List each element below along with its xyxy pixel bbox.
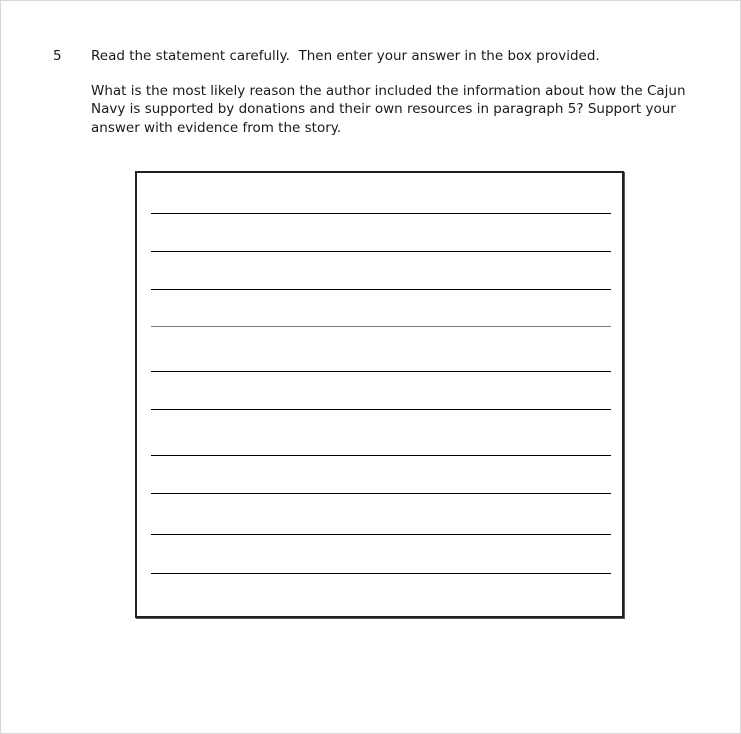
answer-lines-container	[137, 173, 622, 616]
question-number: 5	[53, 48, 62, 64]
question-prompt-text: What is the most likely reason the author included the information about how the Cajun Navy is supported by donations and their own resources in paragraph 5? Support your answer with evidence from the story.	[91, 83, 690, 136]
answer-line-4[interactable]	[151, 326, 611, 327]
answer-box[interactable]	[135, 171, 624, 618]
answer-line-8[interactable]	[151, 493, 611, 494]
question-instruction-text: Read the statement carefully. Then enter your answer in the box provided.	[91, 48, 600, 64]
answer-line-9[interactable]	[151, 534, 611, 535]
answer-line-3[interactable]	[151, 289, 611, 290]
answer-line-7[interactable]	[151, 455, 611, 456]
answer-line-1[interactable]	[151, 213, 611, 214]
answer-line-2[interactable]	[151, 251, 611, 252]
question-block	[53, 47, 693, 137]
answer-line-6[interactable]	[151, 409, 611, 410]
answer-line-10[interactable]	[151, 573, 611, 574]
answer-line-5[interactable]	[151, 371, 611, 372]
question-instruction-row	[53, 47, 693, 65]
